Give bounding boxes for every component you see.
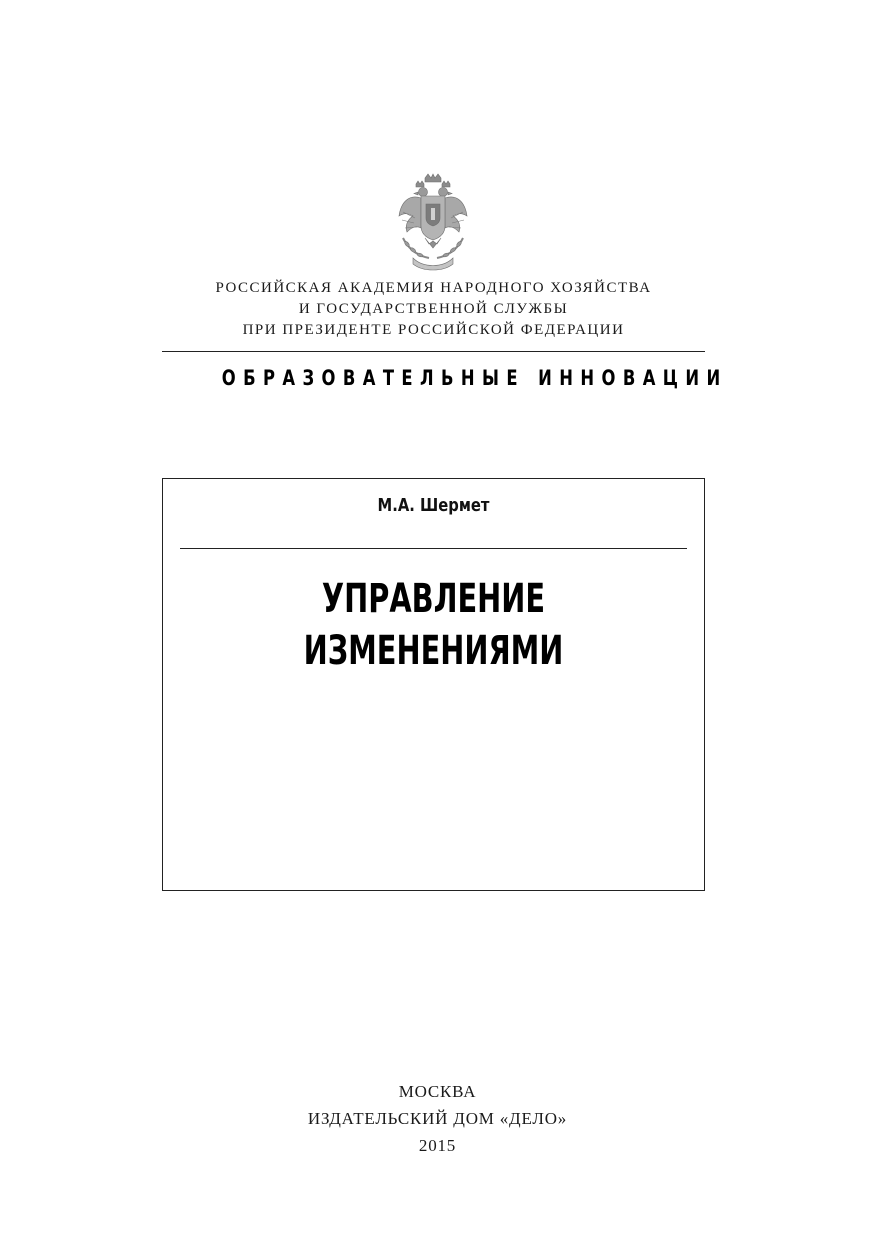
organization-name-line-3: ПРИ ПРЕЗИДЕНТЕ РОССИЙСКОЙ ФЕДЕРАЦИИ (242, 322, 625, 338)
imprint-publisher: ИЗДАТЕЛЬСКИЙ ДОМ «ДЕЛО» (307, 1109, 568, 1128)
organization-name-line-1: РОССИЙСКАЯ АКАДЕМИЯ НАРОДНОГО ХОЗЯЙСТВА (215, 280, 652, 296)
header-divider (162, 351, 705, 352)
organization-name-line-2: И ГОСУДАРСТВЕННОЙ СЛУЖБЫ (298, 301, 569, 317)
book-title-line-2: ИЗМЕНЕНИЯМИ (303, 628, 564, 674)
title-frame (162, 478, 705, 891)
author-name: М.А. Шермет (377, 495, 490, 516)
imprint-city: МОСКВА (398, 1082, 477, 1101)
series-title: ОБРАЗОВАТЕЛЬНЫЕ ИННОВАЦИИ (221, 366, 728, 390)
book-title-line-1: УПРАВЛЕНИЕ (321, 576, 546, 622)
author-divider (180, 548, 687, 549)
imprint-year: 2015 (418, 1136, 457, 1155)
eagle-emblem-icon (395, 172, 471, 272)
